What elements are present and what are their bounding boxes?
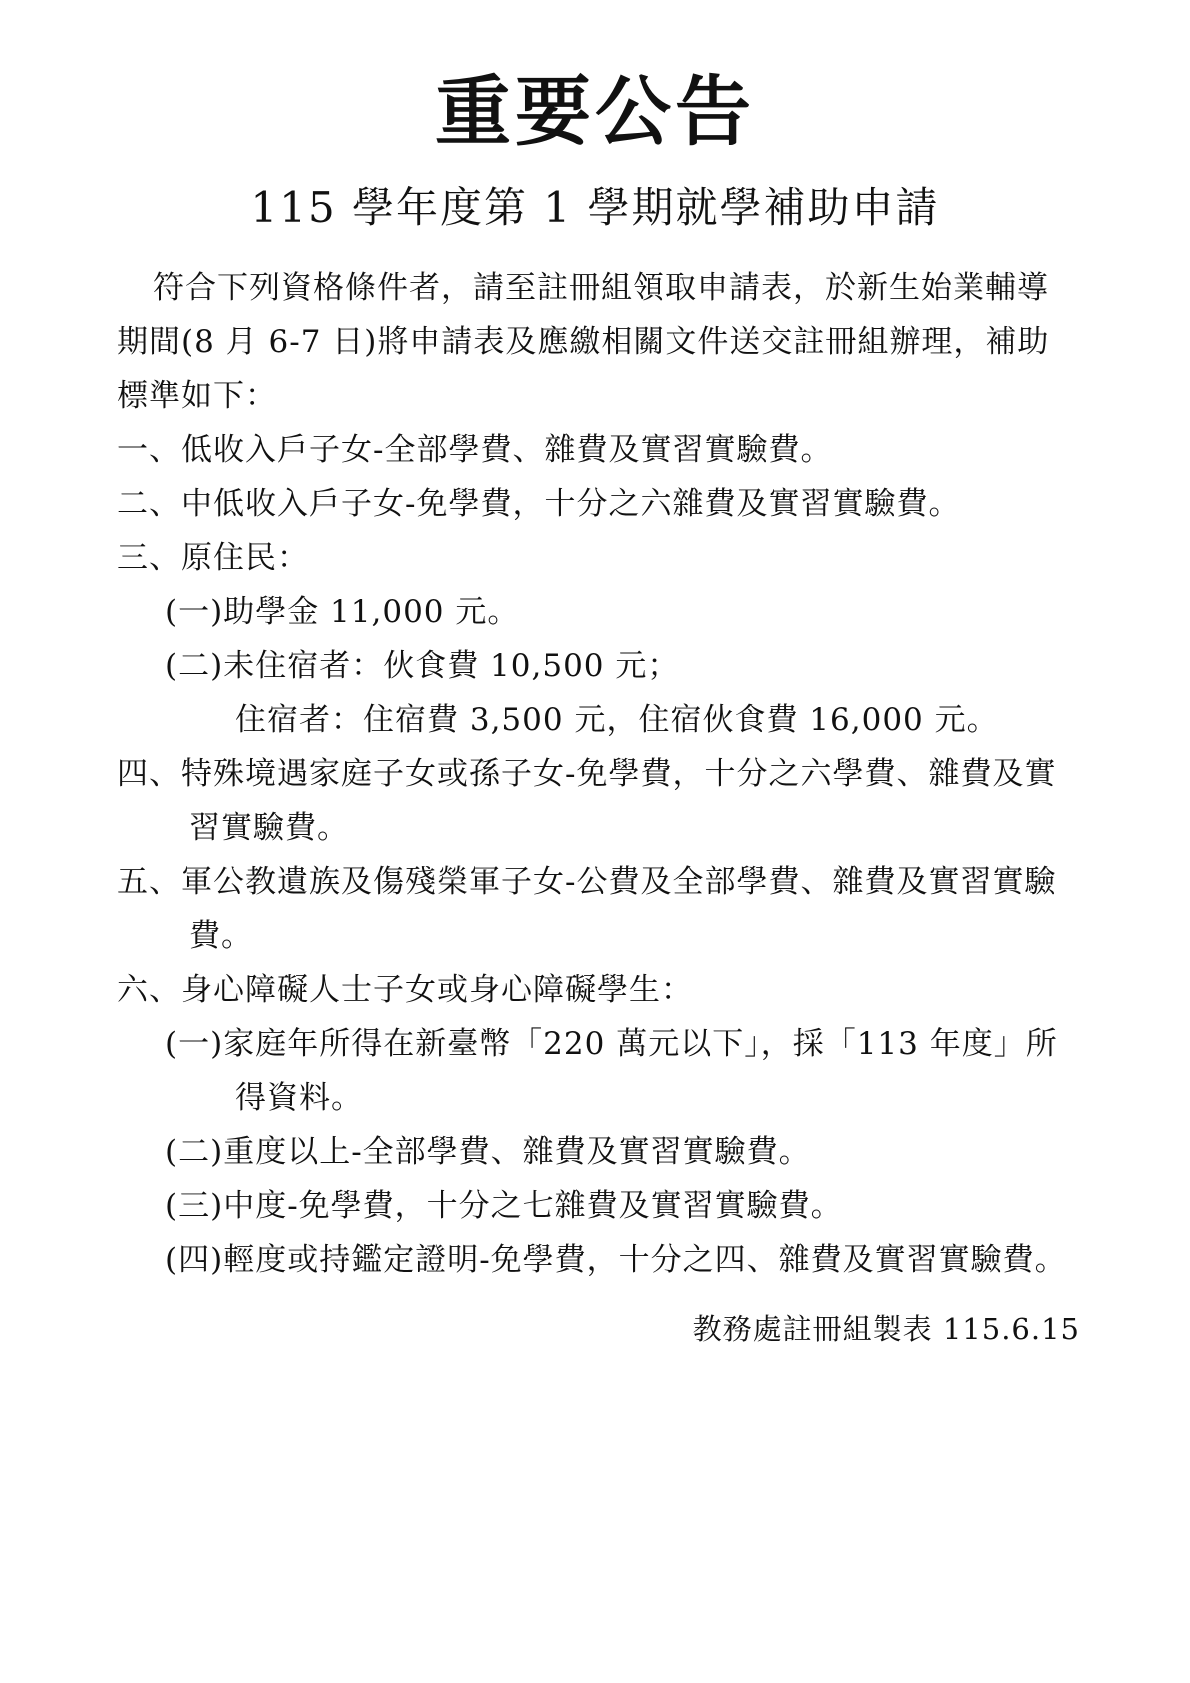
item-indigenous-sub-2-continued: 住宿者：住宿費 3,500 元，住宿伙食費 16,000 元。 — [235, 702, 999, 738]
item-indigenous-sub-2: (二)未住宿者：伙食費 10,500 元； — [165, 648, 680, 684]
item-military-families: 五、軍公教遺族及傷殘榮軍子女-公費及全部學費、雜費及實習實驗費。 — [117, 864, 1057, 954]
page-subtitle: 115 學年度第 1 學期就學補助申請 — [250, 183, 940, 232]
item-disability-sub-1: (一)家庭年所得在新臺幣「220 萬元以下」，採「113 年度」所得資料。 — [165, 1026, 1058, 1116]
item-indigenous-sub-1: (一)助學金 11,000 元。 — [165, 594, 520, 630]
item-indigenous: 三、原住民： — [117, 540, 309, 576]
item-special-circumstances: 四、特殊境遇家庭子女或孫子女-免學費，十分之六學費、雜費及實習實驗費。 — [117, 756, 1057, 846]
item-mid-low-income: 二、中低收入戶子女-免學費，十分之六雜費及實習實驗費。 — [117, 486, 961, 522]
intro-paragraph: 符合下列資格條件者，請至註冊組領取申請表，於新生始業輔導期間(8 月 6-7 日)將申請表及應繳相關文件送交註冊組辦理，補助標準如下： — [117, 270, 1050, 414]
item-disability-sub-2: (二)重度以上-全部學費、雜費及實習實驗費。 — [165, 1134, 811, 1170]
page-title: 重要公告 — [435, 67, 755, 156]
item-low-income: 一、低收入戶子女-全部學費、雜費及實習實驗費。 — [117, 432, 833, 468]
item-disability-sub-3: (三)中度-免學費，十分之七雜費及實習實驗費。 — [165, 1188, 843, 1224]
announcement-body — [117, 261, 1077, 1287]
footer-signature: 教務處註冊組製表 115.6.15 — [692, 1312, 1080, 1346]
item-disability-sub-4: (四)輕度或持鑑定證明-免學費，十分之四、雜費及實習實驗費。 — [165, 1242, 1067, 1278]
item-disability: 六、身心障礙人士子女或身心障礙學生： — [117, 972, 693, 1008]
